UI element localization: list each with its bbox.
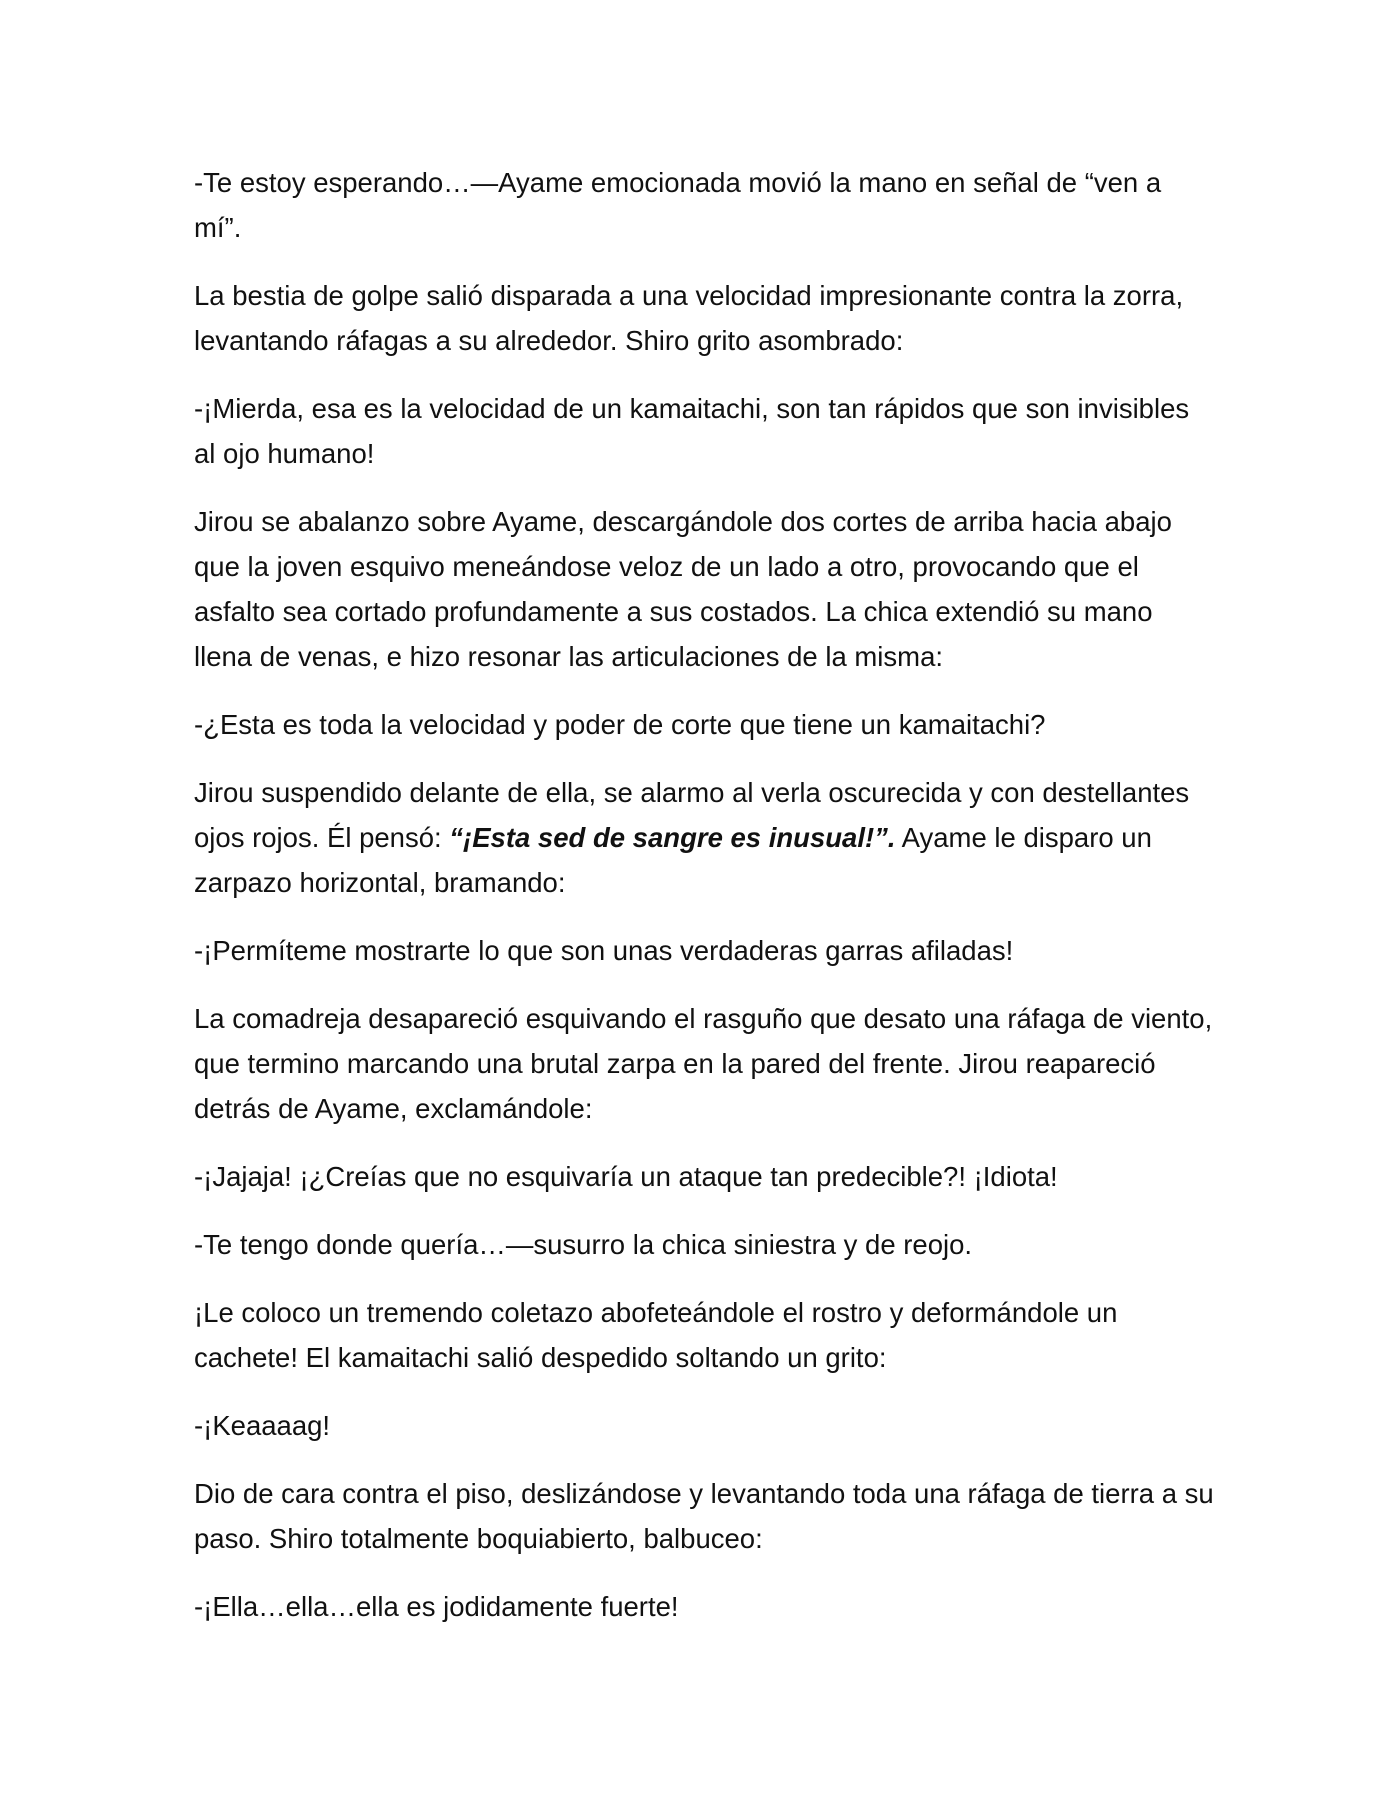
paragraph-text: Ayame le disparo un zarpazo horizontal, bramando: [194, 822, 1152, 898]
paragraph-text: Jirou suspendido delante de ella, se alarmo al verla oscurecida y con destellantes ojos rojos. Él pensó: [194, 777, 1190, 853]
paragraph [194, 770, 1214, 905]
emphasized-thought: “¡Esta sed de sangre es inusual!”. [449, 822, 896, 853]
paragraph: -¡Ella…ella…ella es jodidamente fuerte! [194, 1591, 679, 1622]
paragraph: Dio de cara contra el piso, deslizándose y levantando toda una ráfaga de tierra a su paso. Shiro totalmente boquiabierto, balbuceo: [194, 1478, 1214, 1554]
paragraph: -¡Keaaaag! [194, 1410, 331, 1441]
paragraph: -¿Esta es toda la velocidad y poder de corte que tiene un kamaitachi? [194, 709, 1046, 740]
paragraph: Jirou se abalanzo sobre Ayame, descargándole dos cortes de arriba hacia abajo que la joven esquivo meneándose veloz de un lado a otro, provocando que el asfalto sea cortado profundamente a sus costados. La chica extendió su mano llena de venas, e hizo resonar las articulaciones de la misma: [194, 506, 1172, 672]
paragraph: -¡Jajaja! ¡¿Creías que no esquivaría un ataque tan predecible?! ¡Idiota! [194, 1161, 1058, 1192]
paragraph: La comadreja desapareció esquivando el rasguño que desato una ráfaga de viento, que termino marcando una brutal zarpa en la pared del frente. Jirou reapareció detrás de Ayame, exclamándole: [194, 1003, 1213, 1124]
paragraph: -Te estoy esperando…—Ayame emocionada movió la mano en señal de “ven a mí”. [194, 167, 1162, 243]
paragraph: -¡Mierda, esa es la velocidad de un kamaitachi, son tan rápidos que son invisibles al ojo humano! [194, 393, 1190, 469]
paragraph: -¡Permíteme mostrarte lo que son unas verdaderas garras afiladas! [194, 935, 1014, 966]
paragraph: -Te tengo donde quería…—susurro la chica siniestra y de reojo. [194, 1229, 973, 1260]
document-body [194, 160, 1214, 1652]
paragraph: ¡Le coloco un tremendo coletazo abofeteándole el rostro y deformándole un cachete! El kamaitachi salió despedido soltando un grito: [194, 1297, 1118, 1373]
paragraph: La bestia de golpe salió disparada a una velocidad impresionante contra la zorra, levantando ráfagas a su alrededor. Shiro grito asombrado: [194, 280, 1184, 356]
